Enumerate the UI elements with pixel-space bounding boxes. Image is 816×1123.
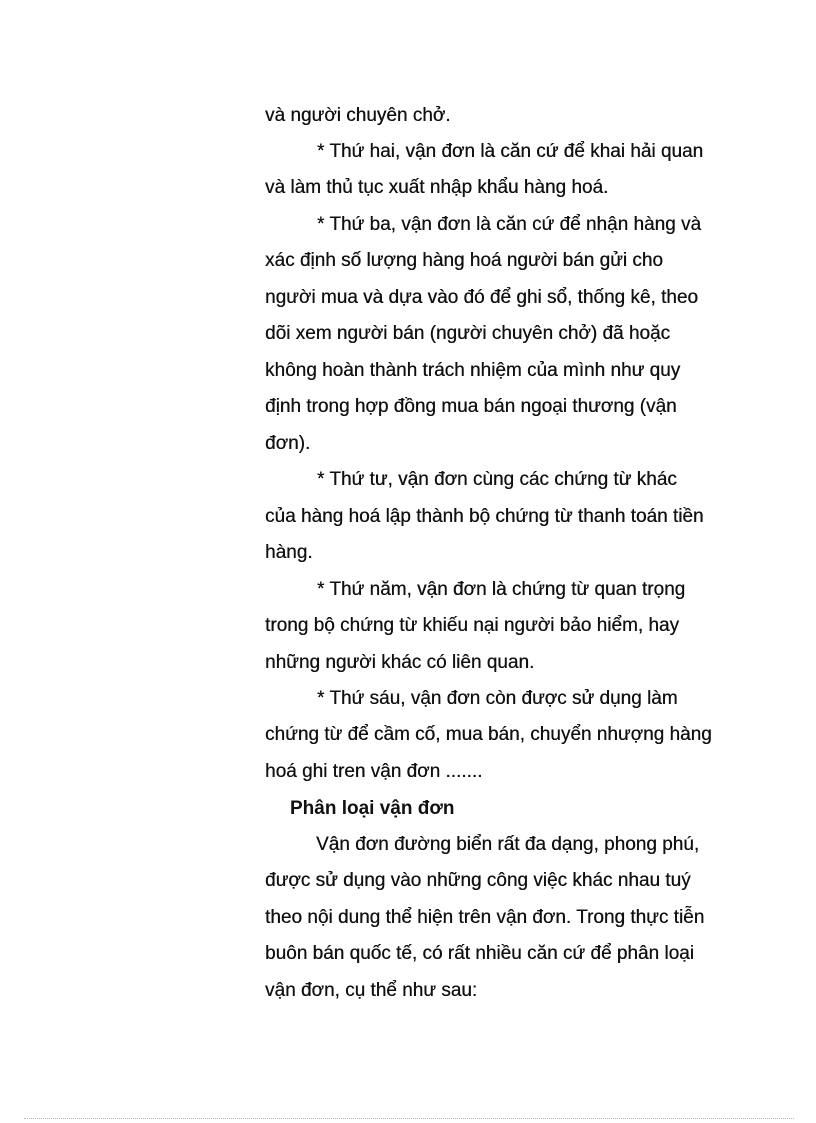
text-line: vận đơn, cụ thể như sau: [265, 980, 478, 1001]
text-line: không hoàn thành trách nhiệm của mình như quy [265, 360, 681, 381]
text-line: trong bộ chứng từ khiếu nại người bảo hiểm, hay [265, 615, 679, 636]
text-line: hoá ghi tren vận đơn ....... [265, 761, 483, 782]
text-line: của hàng hoá lập thành bộ chứng từ thanh toán tiền [265, 506, 704, 527]
list-item-fifth: * Thứ năm, vận đơn là chứng từ quan trọng [317, 579, 686, 600]
text-line: đơn). [265, 433, 311, 454]
text-line: và người chuyên chở. [265, 105, 451, 126]
text-line: được sử dụng vào những công việc khác nhau tuý [265, 870, 691, 891]
text-line: người mua và dựa vào đó để ghi sổ, thống kê, theo [265, 287, 698, 308]
text-line: dõi xem người bán (người chuyên chở) đã hoặc [265, 323, 671, 344]
text-line: những người khác có liên quan. [265, 652, 535, 673]
text-line: định trong hợp đồng mua bán ngoại thương (vận [265, 396, 677, 417]
text-line: buôn bán quốc tế, có rất nhiều căn cứ để phân loại [265, 943, 694, 964]
list-item-fourth: * Thứ tư, vận đơn cùng các chứng từ khác [317, 469, 677, 490]
page-bottom-divider [24, 1118, 794, 1119]
text-line: chứng từ để cầm cố, mua bán, chuyển nhượng hàng [265, 724, 712, 745]
section-heading: Phân loại vận đơn [290, 798, 455, 819]
text-line: hàng. [265, 542, 313, 563]
list-item-second: * Thứ hai, vận đơn là căn cứ để khai hải quan [317, 141, 704, 162]
paragraph-first-line: Vận đơn đường biển rất đa dạng, phong phú, [316, 834, 700, 855]
text-line: và làm thủ tục xuất nhập khẩu hàng hoá. [265, 177, 609, 198]
list-item-third: * Thứ ba, vận đơn là căn cứ để nhận hàng và [317, 214, 702, 235]
list-item-sixth: * Thứ sáu, vận đơn còn được sử dụng làm [317, 688, 678, 709]
text-line: xác định số lượng hàng hoá người bán gửi cho [265, 250, 663, 271]
text-line: theo nội dung thể hiện trên vận đơn. Trong thực tiễn [265, 907, 705, 928]
